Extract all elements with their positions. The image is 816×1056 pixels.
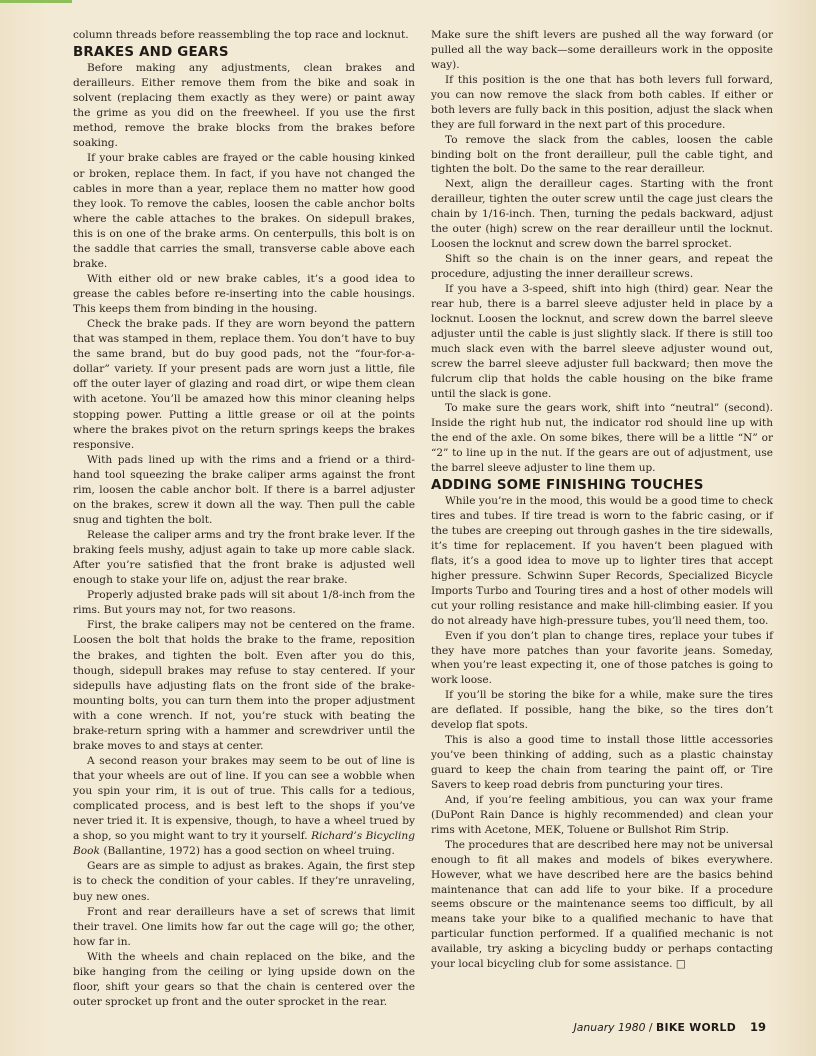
paragraph: The procedures that are described here may not be universal enough to fit all makes and models of bikes everywhere. However, what we have described here are the basics behind maintenance that can add life to your bike. If a procedure seems obscure or the maintenance seems too difficult, by all means take your bike to a qualified mechanic to have that particular function performed. If a qualified mechanic is not available, try asking a bicycling buddy or perhaps contacting your local bicycling club for some assistance. □ bbox=[431, 838, 773, 971]
section-heading-brakes-and-gears: BRAKES AND GEARS bbox=[73, 45, 229, 61]
paragraph: And, if you’re feeling ambitious, you can wax your frame (DuPont Rain Dance is highly recommended) and clean your rims with Acetone, MEK, Toluene or Bullshot Rim Strip. bbox=[431, 793, 773, 836]
book-title: Richard’s Bicycling Book bbox=[73, 830, 415, 858]
paragraph: If you have a 3-speed, shift into high (third) gear. Near the rear hub, there is a barrel sleeve adjuster held in place by a locknut. Loosen the locknut, and screw down the barrel sleeve adjuster until the cable is just slightly slack. If there is still too much slack even with the barrel sleeve adjuster wound out, screw the barrel sleeve adjuster full backward; then move the fulcrum clip that holds the cable housing on the bike frame until the slack is gone. bbox=[431, 282, 773, 400]
left-column bbox=[73, 28, 415, 1010]
paragraph: Before making any adjustments, clean brakes and derailleurs. Either remove them from the bike and soak in solvent (replacing them exactly as they were) or paint away the grime as you did on the freewheel. If you use the first method, remove the brake blocks from the brakes before soaking. bbox=[73, 62, 415, 150]
paragraph: Check the brake pads. If they are worn beyond the pattern that was stamped in them, replace them. You don’t have to buy the same brand, but do buy good pads, not the “four-for-a-dollar” variety. If your present pads are worn just a little, file off the outer layer of glazing and road dirt, or wipe them clean with acetone. You’ll be amazed how this minor cleaning helps stopping power. Putting a little grease or oil at the points where the brakes pivot on the return springs keeps the brakes responsive. bbox=[73, 318, 415, 451]
paragraph: If your brake cables are frayed or the cable housing kinked or broken, replace them. In fact, if you have not changed the cables in more than a year, replace them no matter how good they look. To remove the cables, loosen the cable anchor bolts where the cable attaches to the brakes. On sidepull brakes, this is on one of the brake arms. On centerpulls, this bolt is on the saddle that carries the small, transverse cable above each brake. bbox=[73, 152, 415, 270]
magazine-name: BIKE WORLD bbox=[655, 1021, 736, 1034]
paragraph: With the wheels and chain replaced on the bike, and the bike hanging from the ceiling or lying upside down on the floor, shift your gears so that the chain is centered over the outer sprocket up front and the outer sprocket in the rear. bbox=[73, 950, 415, 1008]
paragraph: To make sure the gears work, shift into “neutral” (second). Inside the right hub nut, the indicator rod should line up with the end of the axle. On some bikes, there will be a little “N” or “2” to line up in the nut. If the gears are out of adjustment, use the barrel sleeve adjuster to line them up. bbox=[431, 402, 773, 475]
book-citation: (Ballantine, 1972) has a good section on wheel truing. bbox=[99, 845, 395, 858]
paragraph-text: A second reason your brakes may seem to be out of line is that your wheels are out of line. If you can see a wobble when you spin your rim, it is out of true. This calls for a tedious, complicated process, and is best left to the shops if you’ve never tried it. It is expensive, though, to have a wheel trued by a shop, so you might want to try it yourself. bbox=[73, 754, 415, 843]
paragraph: column threads before reassembling the top race and locknut. bbox=[73, 29, 409, 41]
paragraph: To remove the slack from the cables, loosen the cable binding bolt on the front derailleur, pull the cable tight, and tighten the bolt. Do the same to the rear derailleur. bbox=[431, 133, 773, 176]
paragraph: Next, align the derailleur cages. Starting with the front derailleur, tighten the outer screw until the cage just clears the chain by 1/16-inch. Then, turning the pedals backward, adjust the outer (high) screw on the rear derailleur until the locknut. Loosen the locknut and screw down the barrel sprocket. bbox=[431, 178, 773, 251]
paragraph: First, the brake calipers may not be centered on the frame. Loosen the bolt that holds the brake to the frame, reposition the brakes, and tighten the bolt. Even after you do this, though, sidepull brakes may refuse to stay centered. If your sidepulls have adjusting flats on the front side of the brake-mounting bolts, you can turn them into the proper adjustment with a cone wrench. If not, you’re stuck with beating the brake-return spring with a hammer and screwdriver until the brake moves to and stays at center. bbox=[73, 619, 415, 752]
section-heading-finishing-touches: ADDING SOME FINISHING TOUCHES bbox=[431, 478, 704, 494]
paragraph: This is also a good time to install those little accessories you’ve been thinking of adding, such as a plastic chainstay guard to keep the chain from tearing the paint off, or Tire Savers to keep road debris from puncturing your tires. bbox=[431, 734, 773, 791]
paragraph: With either old or new brake cables, it’s a good idea to grease the cables before re-inserting into the cable housings. This keeps them from binding in the housing. bbox=[73, 272, 415, 316]
paragraph: With pads lined up with the rims and a friend or a third-hand tool squeezing the brake caliper arms against the front rim, loosen the cable anchor bolt. If there is a barrel adjuster on the brakes, screw it down all the way. Then pull the cable snug and tighten the bolt. bbox=[73, 453, 415, 526]
paragraph: Shift so the chain is on the inner gears, and repeat the procedure, adjusting the inner derailleur screws. bbox=[431, 253, 773, 280]
issue-date: January 1980 bbox=[573, 1021, 646, 1034]
paragraph: Front and rear derailleurs have a set of screws that limit their travel. One limits how far out the cage will go; the other, how far in. bbox=[73, 905, 415, 948]
footer-separator: / bbox=[645, 1021, 656, 1034]
paragraph: While you’re in the mood, this would be a good time to check tires and tubes. If tire tread is worn to the fabric casing, or if the tubes are creeping out through gashes in the tire sidewalls, it’s time for replacement. If you haven’t been plagued with flats, it’s a good idea to move up to lighter tires that accept higher pressure. Schwinn Super Records, Specialized Bicycle Imports Turbo and Touring tires and a host of other models will cut your rolling resistance and make hill-climbing easier. If you do not already have high-pressure tubes, you’ll need them, too. bbox=[431, 495, 773, 627]
paragraph: Properly adjusted brake pads will sit about 1/8-inch from the rims. But yours may not, for two reasons. bbox=[73, 589, 415, 617]
paragraph: If you’ll be storing the bike for a while, make sure the tires are deflated. If possible, hang the bike, so the tires don’t develop flat spots. bbox=[431, 689, 773, 732]
paragraph: Gears are as simple to adjust as brakes. Again, the first step is to check the condition of your cables. If they’re unraveling, buy new ones. bbox=[73, 860, 415, 903]
paragraph: Make sure the shift levers are pushed all the way forward (or pulled all the way back—some derailleurs work in the opposite way). bbox=[431, 29, 773, 71]
paragraph: Release the caliper arms and try the front brake lever. If the braking feels mushy, adjust again to take up more cable slack. After you’re satisfied that the front brake is adjusted well enough to stake your life on, adjust the rear brake. bbox=[73, 529, 415, 587]
page-number: 19 bbox=[749, 1020, 766, 1034]
paragraph-wheel-truing bbox=[73, 754, 415, 859]
paragraph: If this position is the one that has both levers full forward, you can now remove the slack from both cables. If either or both levers are fully back in this position, adjust the slack when they are full forward in the next part of this procedure. bbox=[431, 73, 773, 131]
corner-color-mark bbox=[0, 0, 72, 3]
page-footer bbox=[0, 1020, 766, 1034]
paragraph: Even if you don’t plan to change tires, replace your tubes if they have more patches than your favorite jeans. Someday, when you’re least expecting it, one of those patches is going to work loose. bbox=[431, 629, 773, 687]
right-column bbox=[431, 28, 773, 972]
